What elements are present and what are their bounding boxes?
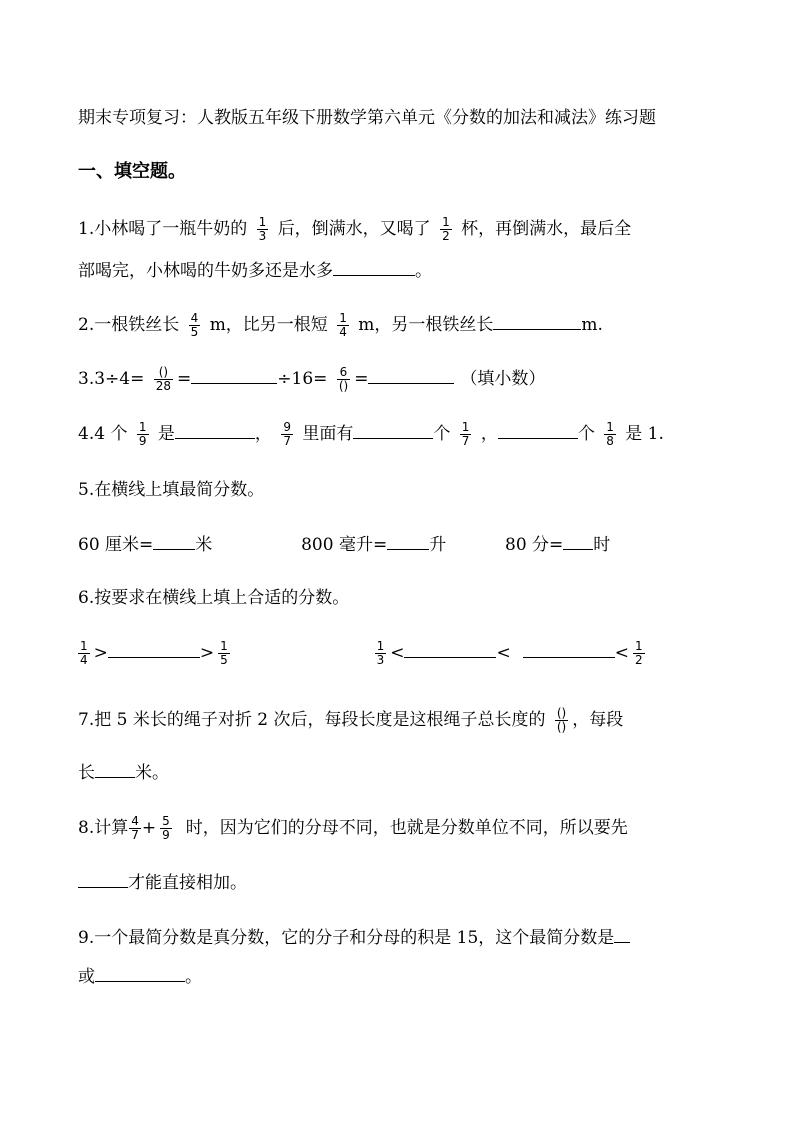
q3-text-a: 3.3÷4=: [78, 369, 145, 389]
answer-blank[interactable]: [614, 925, 630, 943]
q7-text-b: ，每段: [572, 710, 624, 730]
answer-blank[interactable]: [387, 532, 429, 550]
q4-text-e: 个: [433, 424, 451, 444]
question-9-line-1: [78, 925, 630, 950]
q7-text-d: 米。: [135, 763, 169, 783]
q5-text-a: 5.在横线上填最简分数。: [78, 480, 265, 500]
q3-text-d: =: [354, 369, 369, 389]
less-than-sign: <: [390, 643, 405, 663]
question-5: [78, 478, 264, 502]
question-9-line-2: [78, 964, 202, 989]
answer-blank[interactable]: [95, 964, 185, 982]
q6-fraction-2: $\frac{1}{5}$: [220, 639, 228, 667]
q8-fraction-1: $\frac{4}{7}$: [131, 814, 139, 842]
q1-text-b: 后，倒满水，又喝了: [277, 219, 431, 239]
q2-text-a: 2.一根铁丝长: [78, 315, 180, 335]
q2-fraction-2: $\frac{1}{4}$: [339, 311, 347, 339]
q4-text-h: 个: [577, 424, 595, 444]
q2-text-b: m，比另一根短: [209, 315, 328, 335]
question-1-line-2: [78, 258, 432, 283]
question-8-line-2: [78, 870, 247, 895]
q5-part-3-unit: 时: [593, 535, 611, 555]
question-5-parts: [78, 532, 610, 557]
q6-fraction-3: $\frac{1}{3}$: [376, 639, 385, 667]
q4-text-c: ，: [254, 424, 272, 444]
q4-fraction-1: $\frac{1}{9}$: [138, 420, 147, 448]
answer-blank[interactable]: [333, 258, 415, 276]
question-8-line-1: [78, 815, 628, 842]
plus-sign: +: [141, 818, 157, 838]
page-title: 期末专项复习：人教版五年级下册数学第六单元《分数的加法和减法》练习题: [78, 108, 656, 128]
q3-text-c: ÷16=: [277, 369, 328, 389]
q3-fraction-1: $\frac{()}{28}$: [155, 365, 172, 393]
q3-fraction-2: $\frac{6}{()}$: [338, 365, 349, 393]
q8-text-b: 时，因为它们的分母不同，也就是分数单位不同，所以要先: [185, 818, 628, 838]
answer-blank[interactable]: [563, 532, 593, 550]
less-than-sign: <: [614, 643, 629, 663]
q1-text-e: 。: [415, 261, 432, 281]
q9-text-a: 9.一个最简分数是真分数，它的分子和分母的积是 15，这个最简分数是: [78, 928, 615, 948]
q1-text-d: 部喝完，小林喝的牛奶多还是水多: [78, 261, 333, 281]
answer-blank[interactable]: [404, 640, 496, 658]
q6-text-a: 6.按要求在横线上填上合适的分数。: [78, 588, 350, 608]
section-heading: 一、填空题。: [78, 161, 186, 182]
answer-blank[interactable]: [191, 366, 277, 384]
q7-fraction-1: $\frac{()}{()}$: [556, 706, 567, 734]
answer-blank[interactable]: [153, 532, 195, 550]
q8-text-c: 才能直接相加。: [128, 873, 247, 893]
question-2: [78, 312, 603, 339]
q1-text-a: 1.小林喝了一瓶牛奶的: [78, 219, 248, 239]
q1-text-c: 杯，再倒满水，最后全: [461, 219, 632, 239]
answer-blank[interactable]: [175, 421, 255, 439]
q7-text-c: 长: [78, 763, 95, 783]
answer-blank[interactable]: [353, 421, 433, 439]
q6-fraction-1: $\frac{1}{4}$: [80, 639, 88, 667]
q5-part-2-unit: 升: [429, 535, 447, 555]
q6-fraction-4: $\frac{1}{2}$: [634, 639, 643, 667]
question-4: [78, 421, 664, 448]
q8-fraction-2: $\frac{5}{9}$: [162, 814, 170, 842]
answer-blank[interactable]: [493, 312, 581, 330]
q4-text-d: 里面有: [302, 424, 354, 444]
q8-text-a: 8.计算: [78, 818, 129, 838]
question-6: [78, 586, 349, 610]
q1-fraction-1: $\frac{1}{3}$: [258, 215, 267, 243]
q3-text-b: =: [177, 369, 192, 389]
q4-fraction-4: $\frac{1}{8}$: [606, 420, 614, 448]
q4-text-g: ，: [480, 424, 498, 444]
less-than-sign: <: [496, 643, 511, 663]
q1-fraction-2: $\frac{1}{2}$: [442, 215, 450, 243]
answer-blank[interactable]: [368, 366, 454, 384]
q2-text-d: m.: [581, 315, 603, 335]
answer-blank[interactable]: [498, 421, 578, 439]
q4-fraction-2: $\frac{9}{7}$: [283, 420, 291, 448]
q2-fraction-1: $\frac{4}{5}$: [190, 311, 199, 339]
question-7-line-1: [78, 707, 623, 734]
question-6-inequalities: [74, 640, 649, 667]
q7-text-a: 7.把 5 米长的绳子对折 2 次后，每段长度是这根绳子总长度的: [78, 710, 546, 730]
q5-part-3-text: 80 分=: [505, 535, 564, 555]
q9-text-b: 或: [78, 967, 95, 987]
greater-than-sign: >: [93, 643, 108, 663]
question-1-line-1: [78, 216, 631, 243]
q4-text-i: 是 1.: [625, 424, 664, 444]
greater-than-sign: >: [199, 643, 215, 663]
q9-text-c: 。: [185, 967, 202, 987]
q5-part-2-text: 800 毫升=: [301, 535, 388, 555]
question-3: [78, 366, 545, 393]
q2-text-c: m，另一根铁丝长: [358, 315, 494, 335]
q4-text-a: 4.4 个: [78, 424, 128, 444]
answer-blank[interactable]: [78, 870, 128, 888]
q5-part-1-unit: 米: [195, 535, 213, 555]
q4-text-b: 是: [157, 424, 175, 444]
answer-blank[interactable]: [523, 640, 615, 658]
answer-blank[interactable]: [95, 760, 135, 778]
question-7-line-2: [78, 760, 169, 785]
q3-text-e: （填小数）: [460, 369, 546, 389]
q4-fraction-3: $\frac{1}{7}$: [461, 420, 470, 448]
answer-blank[interactable]: [108, 640, 200, 658]
q5-part-1-text: 60 厘米=: [78, 535, 154, 555]
